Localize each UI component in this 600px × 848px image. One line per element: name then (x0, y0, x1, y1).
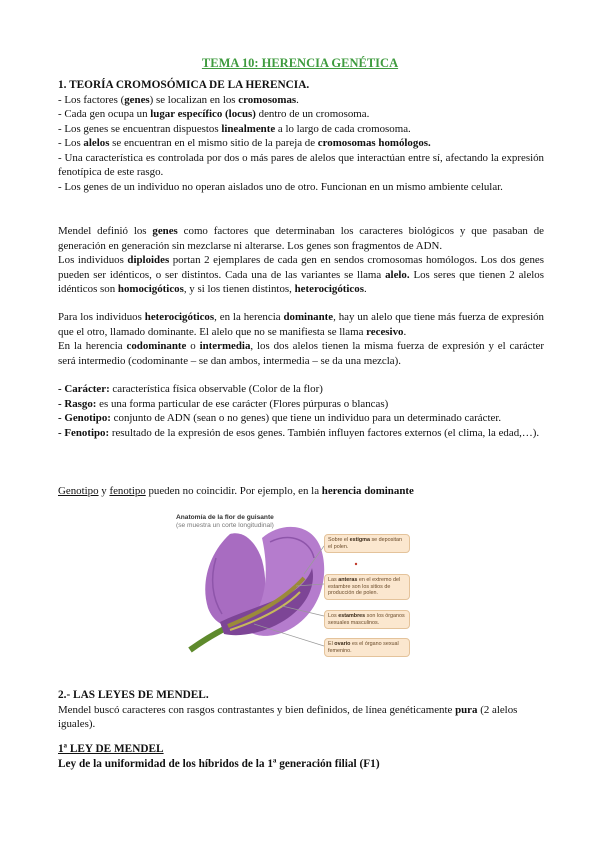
definition-item: - Fenotipo: resultado de la expresión de esos genes. También influyen factores externos (el clima, la edad,…). (58, 426, 540, 439)
figure-caption-subtitle: (se muestra un corte longitudinal) (176, 522, 274, 529)
section-2 (58, 688, 544, 732)
section-1 (58, 78, 544, 194)
section-2-text: Mendel buscó caracteres con rasgos contrastantes y bien definidos, de línea genéticamente pura (2 alelos iguales). (58, 703, 518, 730)
list-item: - Los genes se encuentran dispuestos linealmente a lo largo de cada cromosoma. (58, 122, 411, 135)
pea-flower-figure (170, 512, 416, 660)
page-title: TEMA 10: HERENCIA GENÉTICA (201, 56, 399, 70)
callout-estigma: Sobre el estigma se depositan el polen. (324, 534, 410, 553)
list-item: - Los alelos se encuentran en el mismo sitio de la pareja de cromosomas homólogos. (58, 137, 431, 149)
law-1 (58, 742, 544, 771)
callout-anteras: Las anteras en el extremo del estambre son los sitios de producción de polen. (324, 574, 410, 600)
paragraph-genotipo-fenotipo: Genotipo y fenotipo pueden no coincidir. Por ejemplo, en la herencia dominante (58, 485, 414, 497)
figure-caption-title: Anatomía de la flor de guisante (176, 514, 274, 521)
callout-estambres: Los estambres son los órganos sexuales masculinos. (324, 610, 410, 629)
definitions-list (58, 382, 544, 440)
list-item: - Los factores (genes) se localizan en los cromosomas. (58, 93, 299, 106)
paragraph-herencia: Para los individuos heterocigóticos, en la herencia dominante, hay un alelo que tiene más fuerza de expresión que el otro, llamado dominante. El alelo que no se manifiesta se llama recesivo. En la herencia codominante o intermedia, los dos alelos tienen la misma fuerza de expresión y el carácter será intermedio (codominante – se dan ambos, intermedia – se da una mezcla). (58, 311, 544, 367)
callout-ovario: El ovario es el órgano sexual femenino. (324, 638, 410, 657)
figure-caption (176, 514, 316, 530)
section-2-heading: 2.- LAS LEYES DE MENDEL. (58, 689, 209, 701)
section-1-heading: 1. TEORÍA CROMOSÓMICA DE LA HERENCIA. (58, 79, 310, 91)
paragraph-mendel-genes: Mendel definió los genes como factores que determinaban los caracteres biológicos y que pasaban de generación en generación sin mezclarse ni alterarse. Los genes son fragmentos de ADN. Los individuos diploides portan 2 ejemplares de cada gen en sendos cromosomas homólogos. Los dos genes pueden ser idénticos, o ser distintos. Cada una de las variantes se llama alelo. Los seres que tienen 2 alelos idénticos son homocigóticos, y si los tienen distintos, heterocigóticos. (58, 225, 544, 295)
definition-item: - Carácter: característica física observable (Color de la flor) (58, 383, 323, 395)
law-1-heading: 1ª LEY DE MENDEL (58, 743, 164, 755)
definition-item: - Genotipo: conjunto de ADN (sean o no genes) que tiene un individuo para un determinado carácter. (58, 412, 502, 424)
law-1-subheading: Ley de la uniformidad de los híbridos de la 1ª generación filial (F1) (58, 757, 380, 770)
definition-item: - Rasgo: es una forma particular de ese carácter (Flores púrpuras o blancas) (58, 397, 389, 410)
list-item: - Cada gen ocupa un lugar específico (locus) dentro de un cromosoma. (58, 108, 370, 120)
list-item: - Los genes de un individuo no operan aislados uno de otro. Funcionan en un mismo ambiente celular. (58, 180, 503, 193)
list-item: - Una característica es controlada por dos o más pares de alelos que interactúan entre sí, afectando la expresión fenotípica de este rasgo. (58, 151, 544, 178)
